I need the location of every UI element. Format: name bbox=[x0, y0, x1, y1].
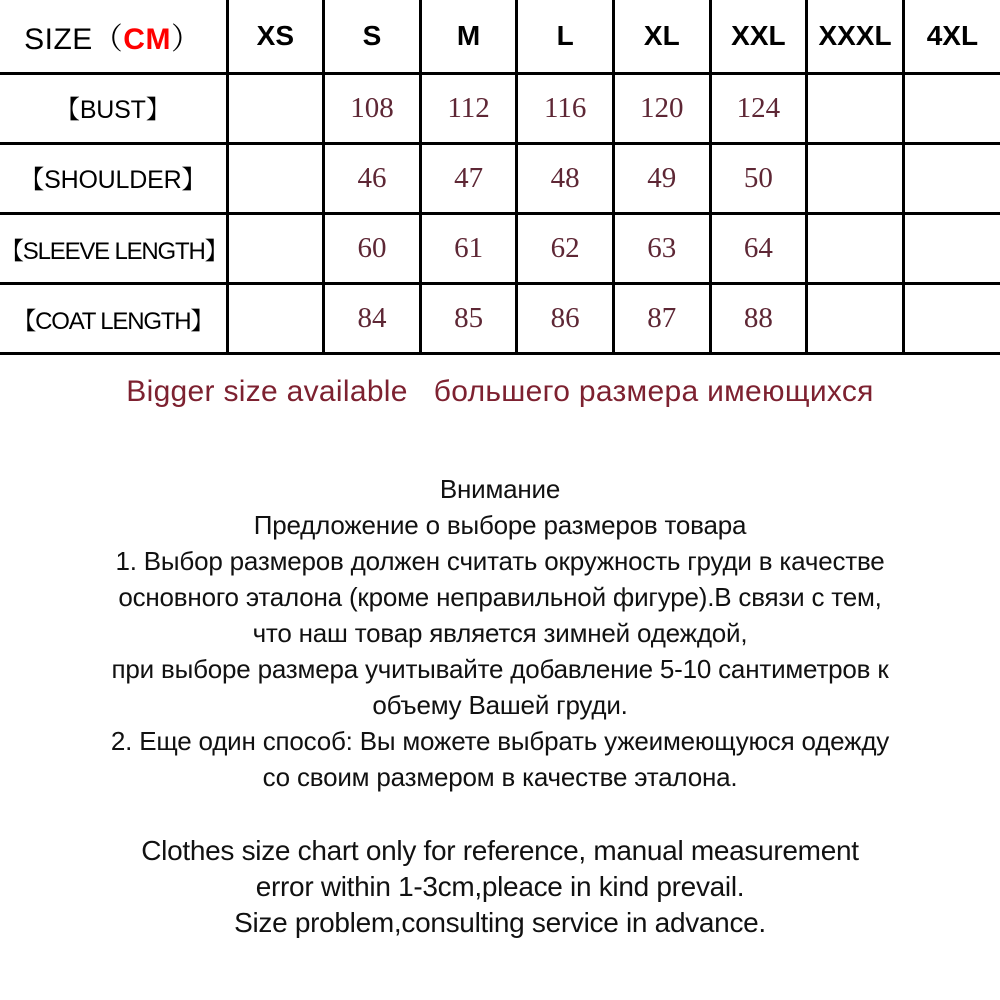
cell-sleeve-xl bbox=[613, 213, 710, 283]
table-header-row bbox=[0, 0, 1000, 73]
cell-coat-xxl bbox=[710, 283, 807, 353]
size-label-xl: XL bbox=[643, 19, 680, 51]
cell-coat-m bbox=[420, 283, 517, 353]
bigger-size-russian: большего размера имеющихся bbox=[433, 374, 874, 408]
header-cell-4xl bbox=[903, 0, 1000, 73]
size-label-4xl: 4XL bbox=[926, 19, 979, 51]
value: 61 bbox=[454, 231, 484, 264]
cell-coat-xs bbox=[227, 283, 324, 353]
value: 112 bbox=[447, 91, 490, 124]
size-chart-table bbox=[0, 0, 1000, 355]
cell-bust-l bbox=[517, 73, 614, 143]
cell-sleeve-xxxl bbox=[807, 213, 904, 283]
size-label-l: L bbox=[556, 19, 574, 51]
table-row bbox=[0, 283, 1000, 353]
cell-shoulder-l bbox=[517, 143, 614, 213]
cell-bust-xs bbox=[227, 73, 324, 143]
value: 50 bbox=[743, 161, 773, 194]
cell-sleeve-m bbox=[420, 213, 517, 283]
notice-line-5: что наш товар является зимней одеждой, bbox=[252, 617, 748, 648]
value: 60 bbox=[357, 231, 387, 264]
value: 47 bbox=[454, 161, 484, 194]
header-cell-m bbox=[420, 0, 517, 73]
cell-shoulder-xs bbox=[227, 143, 324, 213]
cell-sleeve-l bbox=[517, 213, 614, 283]
cell-shoulder-s bbox=[324, 143, 421, 213]
cell-sleeve-4xl bbox=[903, 213, 1000, 283]
row-label-bust bbox=[0, 73, 227, 143]
cell-shoulder-4xl bbox=[903, 143, 1000, 213]
notice-line-6: при выборе размера учитывайте добавление 5-10 сантиметров к bbox=[111, 653, 889, 684]
value: 87 bbox=[647, 301, 677, 334]
value: 64 bbox=[743, 231, 773, 264]
table-row bbox=[0, 143, 1000, 213]
value: 116 bbox=[543, 91, 587, 124]
cell-bust-xxxl bbox=[807, 73, 904, 143]
value: 48 bbox=[550, 161, 580, 194]
value: 63 bbox=[647, 231, 677, 264]
cell-bust-xl bbox=[613, 73, 710, 143]
size-label-m: M bbox=[456, 19, 481, 51]
value: 124 bbox=[736, 91, 781, 124]
cell-shoulder-m bbox=[420, 143, 517, 213]
size-label-xs: XS bbox=[256, 19, 295, 51]
value: 84 bbox=[357, 301, 387, 334]
cell-coat-xl bbox=[613, 283, 710, 353]
value: 85 bbox=[454, 301, 484, 334]
value: 86 bbox=[550, 301, 580, 334]
header-cell-xxxl bbox=[807, 0, 904, 73]
value: 108 bbox=[350, 91, 394, 124]
size-label-s: S bbox=[362, 19, 382, 51]
measurement-name: 【SHOULDER】 bbox=[19, 166, 207, 194]
notice-line-1: Внимание bbox=[439, 473, 561, 504]
header-cell-xl bbox=[613, 0, 710, 73]
value: 88 bbox=[743, 301, 773, 334]
header-cell-size-label bbox=[0, 0, 227, 73]
notice-line-9: со своим размером в качестве эталона. bbox=[262, 761, 738, 792]
cell-sleeve-xs bbox=[227, 213, 324, 283]
row-label-shoulder bbox=[0, 143, 227, 213]
cell-shoulder-xl bbox=[613, 143, 710, 213]
measurement-name: 【SLEEVE LENGTH】 bbox=[0, 237, 228, 265]
cell-bust-s bbox=[324, 73, 421, 143]
header-cell-xs bbox=[227, 0, 324, 73]
cell-shoulder-xxxl bbox=[807, 143, 904, 213]
cell-coat-s bbox=[324, 283, 421, 353]
notice-block bbox=[0, 471, 1000, 795]
header-cell-l bbox=[517, 0, 614, 73]
footer-line-1: Clothes size chart only for reference, manual measurement bbox=[141, 834, 859, 866]
paren-open: （ bbox=[92, 22, 124, 56]
notice-line-3: 1. Выбор размеров должен считать окружность груди в качестве bbox=[115, 545, 885, 576]
cell-shoulder-xxl bbox=[710, 143, 807, 213]
notice-line-4: основного эталона (кроме неправильной фигуре).В связи с тем, bbox=[118, 581, 882, 612]
measurement-name: 【BUST】 bbox=[55, 96, 171, 124]
cell-sleeve-s bbox=[324, 213, 421, 283]
bigger-size-note bbox=[0, 375, 1000, 409]
measurement-name: 【COAT LENGTH】 bbox=[12, 307, 214, 335]
cell-bust-xxl bbox=[710, 73, 807, 143]
size-chart-table-body bbox=[0, 0, 1000, 353]
size-word: SIZE bbox=[24, 22, 93, 56]
table-row bbox=[0, 213, 1000, 283]
notice-line-7: объему Вашей груди. bbox=[372, 689, 628, 720]
notice-line-8: 2. Еще один способ: Вы можете выбрать ужеимеющуюся одежду bbox=[110, 725, 890, 756]
size-label-xxl: XXL bbox=[731, 19, 786, 51]
cell-coat-l bbox=[517, 283, 614, 353]
value: 120 bbox=[640, 91, 684, 124]
footer-block bbox=[0, 833, 1000, 941]
header-cell-s bbox=[324, 0, 421, 73]
notice-line-2: Предложение о выборе размеров товара bbox=[253, 509, 747, 540]
size-label-xxxl: XXXL bbox=[818, 19, 892, 51]
footer-line-3: Size problem,consulting service in advance. bbox=[234, 906, 766, 938]
value: 49 bbox=[647, 161, 677, 194]
cell-sleeve-xxl bbox=[710, 213, 807, 283]
paren-close: ） bbox=[170, 22, 202, 56]
size-unit-label bbox=[24, 23, 201, 56]
footer-line-2: error within 1-3cm,pleace in kind prevail. bbox=[255, 870, 745, 902]
value: 62 bbox=[550, 231, 580, 264]
row-label-coat-length bbox=[0, 283, 227, 353]
cell-bust-4xl bbox=[903, 73, 1000, 143]
table-row bbox=[0, 73, 1000, 143]
cell-coat-xxxl bbox=[807, 283, 904, 353]
cell-bust-m bbox=[420, 73, 517, 143]
bigger-size-english: Bigger size available bbox=[126, 374, 408, 408]
cell-coat-4xl bbox=[903, 283, 1000, 353]
row-label-sleeve-length bbox=[0, 213, 227, 283]
value: 46 bbox=[357, 161, 387, 194]
header-cell-xxl bbox=[710, 0, 807, 73]
unit-cm: CM bbox=[123, 22, 171, 56]
